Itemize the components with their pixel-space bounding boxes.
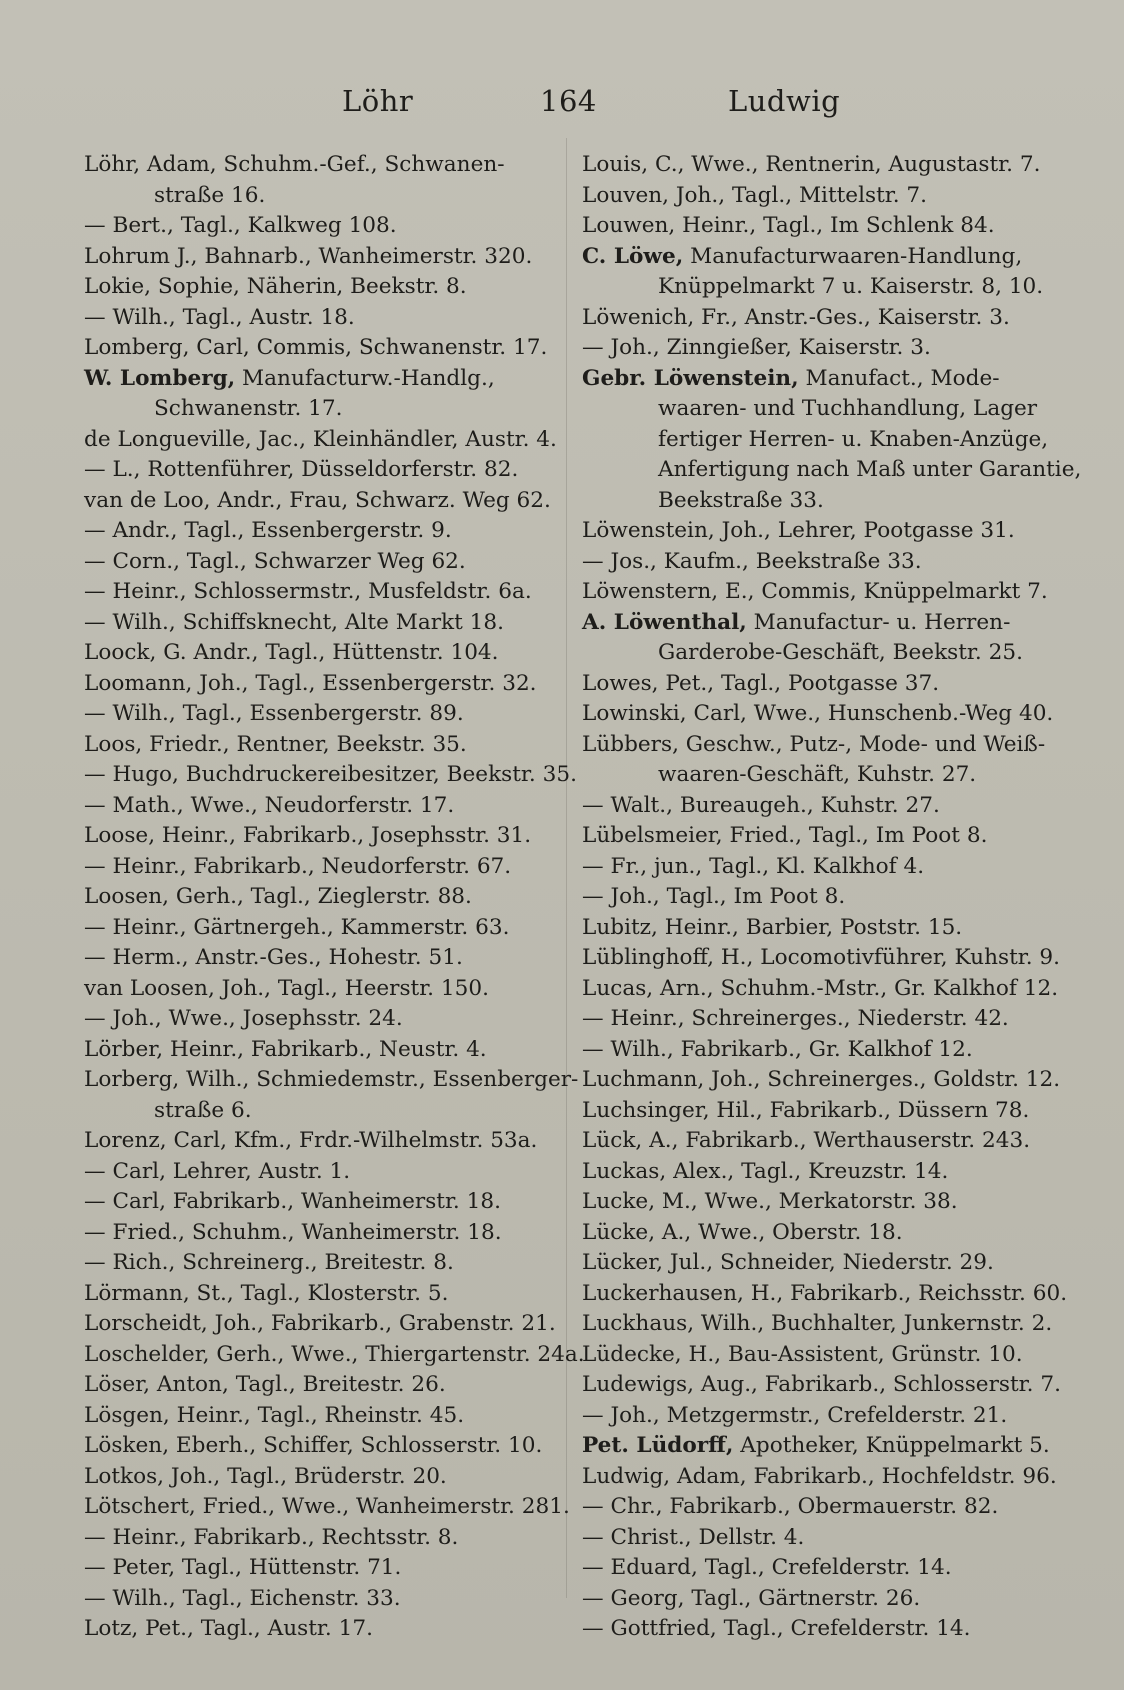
directory-entry bbox=[84, 272, 566, 303]
entry-line: — Fried., Schuhm., Wanheimerstr. 18. bbox=[84, 1219, 502, 1245]
entry-line: — Joh., Tagl., Im Poot 8. bbox=[582, 884, 846, 909]
entry-line: Lucas, Arn., Schuhm.-Mstr., Gr. Kalkhof 12. bbox=[582, 975, 1059, 1001]
directory-entry bbox=[582, 852, 1064, 883]
directory-entry bbox=[84, 333, 566, 364]
entry-line: Löwenstein, Joh., Lehrer, Pootgasse 31. bbox=[582, 518, 1015, 543]
entry-line: W. Lomberg, Manufacturw.-Handlg., bbox=[84, 365, 495, 391]
entry-firm-name: Gebr. Löwenstein, bbox=[582, 365, 799, 391]
entry-line: — Heinr., Schreinerges., Niederstr. 42. bbox=[582, 1006, 1009, 1031]
entry-line: — Wilh., Tagl., Austr. 18. bbox=[84, 304, 355, 330]
directory-entry bbox=[84, 638, 566, 669]
directory-entry bbox=[84, 791, 566, 822]
entry-line: Ludewigs, Aug., Fabrikarb., Schlosserstr. 7. bbox=[582, 1372, 1061, 1397]
entry-line: — Christ., Dellstr. 4. bbox=[582, 1524, 805, 1550]
entry-line: — Fr., jun., Tagl., Kl. Kalkhof 4. bbox=[582, 853, 925, 879]
directory-entry bbox=[582, 1462, 1064, 1493]
entry-firm-name: A. Löwenthal, bbox=[582, 609, 747, 635]
entry-line: Lück, A., Fabrikarb., Werthauserstr. 243. bbox=[582, 1128, 1031, 1153]
entry-continuation: Anfertigung nach Maß unter Garantie, bbox=[658, 457, 1082, 482]
entry-continuation: straße 6. bbox=[154, 1097, 252, 1123]
directory-entry bbox=[84, 760, 577, 791]
directory-entry bbox=[582, 608, 1064, 669]
entry-line: — Carl, Lehrer, Austr. 1. bbox=[84, 1158, 351, 1184]
entry-line: Loock, G. Andr., Tagl., Hüttenstr. 104. bbox=[84, 640, 499, 665]
directory-entry bbox=[582, 1492, 1064, 1523]
entry-line: van de Loo, Andr., Frau, Schwarz. Weg 62. bbox=[84, 487, 551, 513]
entry-line: Löwenstern, E., Commis, Knüppelmarkt 7. bbox=[582, 579, 1048, 604]
entry-line: Luchmann, Joh., Schreinerges., Goldstr. 12. bbox=[582, 1067, 1061, 1092]
directory-entry bbox=[84, 1248, 566, 1279]
directory-entry bbox=[84, 1065, 579, 1126]
left-column bbox=[84, 150, 585, 1645]
directory-entry bbox=[582, 1126, 1064, 1157]
directory-entry bbox=[582, 1614, 1064, 1645]
directory-entry bbox=[582, 1370, 1064, 1401]
entry-continuation: Knüppelmarkt 7 u. Kaiserstr. 8, 10. bbox=[658, 274, 1044, 299]
entry-line: — Andr., Tagl., Essenbergerstr. 9. bbox=[84, 518, 452, 543]
directory-entry bbox=[582, 1553, 1064, 1584]
directory-entry bbox=[582, 699, 1064, 730]
entry-line: Lösken, Eberh., Schiffer, Schlosserstr. 10. bbox=[84, 1433, 543, 1458]
directory-entry bbox=[582, 1523, 1064, 1554]
directory-entry bbox=[582, 1187, 1064, 1218]
entry-line: Lücker, Jul., Schneider, Niederstr. 29. bbox=[582, 1250, 994, 1275]
entry-line: Lücke, A., Wwe., Oberstr. 18. bbox=[582, 1219, 903, 1245]
directory-entry bbox=[84, 1187, 566, 1218]
entry-continuation: Schwanenstr. 17. bbox=[154, 396, 343, 421]
entry-line: — Wilh., Tagl., Essenbergerstr. 89. bbox=[84, 701, 464, 726]
entry-continuation: waaren- und Tuchhandlung, Lager bbox=[658, 396, 1038, 421]
directory-entry bbox=[84, 303, 566, 334]
entry-line: — Joh., Metzgermstr., Crefelderstr. 21. bbox=[582, 1402, 1008, 1428]
entry-line: Loose, Heinr., Fabrikarb., Josephsstr. 31. bbox=[84, 823, 532, 848]
directory-entry bbox=[84, 1462, 566, 1493]
directory-entry bbox=[582, 242, 1064, 303]
entry-continuation: fertiger Herren- u. Knaben-Anzüge, bbox=[658, 426, 1049, 452]
directory-entry bbox=[84, 1523, 566, 1554]
directory-entry bbox=[582, 882, 1064, 913]
directory-entry bbox=[84, 1614, 566, 1645]
directory-entry bbox=[582, 1096, 1064, 1127]
entry-line: — Eduard, Tagl., Crefelderstr. 14. bbox=[582, 1555, 952, 1580]
entry-line: — Peter, Tagl., Hüttenstr. 71. bbox=[84, 1555, 402, 1580]
entry-line: Lötschert, Fried., Wwe., Wanheimerstr. 281. bbox=[84, 1494, 570, 1519]
directory-entry bbox=[84, 516, 566, 547]
directory-entry bbox=[582, 669, 1064, 700]
entry-line: — Heinr., Schlossermstr., Musfeldstr. 6a. bbox=[84, 579, 532, 604]
entry-line: Lüdecke, H., Bau-Assistent, Grünstr. 10. bbox=[582, 1341, 1023, 1367]
directory-entry bbox=[582, 1309, 1064, 1340]
entry-line: — Jos., Kaufm., Beekstraße 33. bbox=[582, 548, 922, 574]
directory-entry bbox=[84, 425, 566, 456]
directory-entry bbox=[84, 1126, 566, 1157]
entry-line: Louwen, Heinr., Tagl., Im Schlenk 84. bbox=[582, 213, 995, 238]
entry-line: Löwenich, Fr., Anstr.-Ges., Kaiserstr. 3. bbox=[582, 304, 1010, 330]
entry-line: Lörber, Heinr., Fabrikarb., Neustr. 4. bbox=[84, 1036, 487, 1062]
directory-entry bbox=[582, 1340, 1064, 1371]
directory-entry bbox=[582, 547, 1064, 578]
entry-line: Löhr, Adam, Schuhm.-Gef., Schwanen- bbox=[84, 152, 505, 177]
directory-entry bbox=[84, 974, 566, 1005]
entry-line: — L., Rottenführer, Düsseldorferstr. 82. bbox=[84, 457, 519, 482]
entry-continuation: Garderobe-Geschäft, Beekstr. 25. bbox=[658, 640, 1023, 665]
directory-entry bbox=[84, 852, 566, 883]
entry-line: — Joh., Zinngießer, Kaiserstr. 3. bbox=[582, 335, 931, 360]
entry-line: Luckhaus, Wilh., Buchhalter, Junkernstr. 2. bbox=[582, 1311, 1053, 1336]
entry-line: Lowes, Pet., Tagl., Pootgasse 37. bbox=[582, 670, 940, 696]
directory-entry bbox=[582, 364, 1082, 517]
directory-entry bbox=[84, 1584, 566, 1615]
entry-line: Louis, C., Wwe., Rentnerin, Augustastr. 7. bbox=[582, 152, 1041, 177]
entry-line: Ludwig, Adam, Fabrikarb., Hochfeldstr. 96. bbox=[582, 1463, 1057, 1489]
directory-entry bbox=[84, 1340, 585, 1371]
entry-line: Loos, Friedr., Rentner, Beekstr. 35. bbox=[84, 731, 467, 757]
entry-line: Lorscheidt, Joh., Fabrikarb., Grabenstr. 21. bbox=[84, 1311, 556, 1336]
directory-entry bbox=[582, 791, 1064, 822]
directory-entry bbox=[84, 211, 566, 242]
entry-line: — Walt., Bureaugeh., Kuhstr. 27. bbox=[582, 792, 940, 818]
directory-entry bbox=[582, 1248, 1064, 1279]
directory-entry bbox=[582, 974, 1064, 1005]
entry-line: Luckerhausen, H., Fabrikarb., Reichsstr. 60. bbox=[582, 1280, 1068, 1306]
directory-entry bbox=[84, 1492, 570, 1523]
directory-entry bbox=[582, 1431, 1064, 1462]
directory-entry bbox=[84, 547, 566, 578]
entry-continuation: Beekstraße 33. bbox=[658, 487, 824, 513]
directory-entry bbox=[84, 1401, 566, 1432]
directory-entry bbox=[84, 242, 566, 273]
directory-entry bbox=[582, 333, 1064, 364]
entry-line: Loomann, Joh., Tagl., Essenbergerstr. 32. bbox=[84, 670, 537, 696]
entry-line: Lorenz, Carl, Kfm., Frdr.-Wilhelmstr. 53a. bbox=[84, 1128, 538, 1153]
entry-line: — Bert., Tagl., Kalkweg 108. bbox=[84, 213, 397, 238]
directory-entry bbox=[84, 943, 566, 974]
directory-entry bbox=[582, 943, 1064, 974]
entry-line: Lübelsmeier, Fried., Tagl., Im Poot 8. bbox=[582, 823, 988, 848]
entry-firm-name: Pet. Lüdorff, bbox=[582, 1433, 734, 1458]
entry-continuation: straße 16. bbox=[154, 182, 266, 208]
entry-line: C. Löwe, Manufacturwaaren-Handlung, bbox=[582, 243, 1023, 269]
entry-line: de Longueville, Jac., Kleinhändler, Austr. 4. bbox=[84, 426, 557, 452]
entry-line: — Herm., Anstr.-Ges., Hohestr. 51. bbox=[84, 945, 463, 970]
entry-line: — Georg, Tagl., Gärtnerstr. 26. bbox=[582, 1585, 921, 1611]
page-number: 164 bbox=[540, 84, 597, 118]
directory-entry bbox=[84, 455, 566, 486]
entry-line: — Wilh., Fabrikarb., Gr. Kalkhof 12. bbox=[582, 1036, 973, 1062]
directory-entry bbox=[582, 211, 1064, 242]
directory-entry bbox=[84, 1279, 566, 1310]
column-divider bbox=[566, 138, 567, 1598]
directory-entry bbox=[84, 1218, 566, 1249]
entry-line: Gebr. Löwenstein, Manufact., Mode- bbox=[582, 365, 1000, 391]
directory-entry bbox=[582, 730, 1064, 791]
directory-entry bbox=[84, 150, 566, 211]
entry-line: Lomberg, Carl, Commis, Schwanenstr. 17. bbox=[84, 335, 548, 360]
directory-entry bbox=[582, 1065, 1064, 1096]
directory-entry bbox=[84, 364, 566, 425]
entry-line: Lohrum J., Bahnarb., Wanheimerstr. 320. bbox=[84, 243, 533, 269]
directory-entry bbox=[582, 303, 1064, 334]
entry-line: Loschelder, Gerh., Wwe., Thiergartenstr. 24a. bbox=[84, 1341, 585, 1367]
directory-entry bbox=[84, 730, 566, 761]
entry-line: Lokie, Sophie, Näherin, Beekstr. 8. bbox=[84, 274, 467, 299]
header-last-name: Ludwig bbox=[728, 84, 841, 118]
page-header bbox=[0, 84, 1124, 124]
entry-line: van Loosen, Joh., Tagl., Heerstr. 150. bbox=[84, 975, 489, 1001]
directory-entry bbox=[84, 913, 566, 944]
directory-entry bbox=[582, 577, 1064, 608]
directory-entry bbox=[84, 1157, 566, 1188]
entry-line: — Heinr., Fabrikarb., Neudorferstr. 67. bbox=[84, 853, 512, 879]
entry-continuation: waaren-Geschäft, Kuhstr. 27. bbox=[658, 762, 977, 787]
directory-entry bbox=[582, 150, 1064, 181]
entry-line: Lorberg, Wilh., Schmiedemstr., Essenberger- bbox=[84, 1067, 579, 1092]
directory-entry bbox=[582, 913, 1064, 944]
entry-line: Lösgen, Heinr., Tagl., Rheinstr. 45. bbox=[84, 1402, 465, 1428]
directory-entry bbox=[84, 1004, 566, 1035]
directory-entry bbox=[84, 882, 566, 913]
entry-line: A. Löwenthal, Manufactur- u. Herren- bbox=[582, 609, 1011, 635]
directory-entry bbox=[582, 1584, 1064, 1615]
directory-entry bbox=[84, 577, 566, 608]
entry-line: Lüblinghoff, H., Locomotivführer, Kuhstr. 9. bbox=[582, 945, 1061, 970]
directory-entry bbox=[84, 1370, 566, 1401]
directory-entry bbox=[582, 181, 1064, 212]
entry-line: Luchsinger, Hil., Fabrikarb., Düssern 78. bbox=[582, 1097, 1030, 1123]
entry-line: Luckas, Alex., Tagl., Kreuzstr. 14. bbox=[582, 1158, 949, 1184]
entry-line: Louven, Joh., Tagl., Mittelstr. 7. bbox=[582, 182, 928, 208]
entry-line: — Rich., Schreinerg., Breitestr. 8. bbox=[84, 1250, 454, 1275]
entry-line: — Chr., Fabrikarb., Obermauerstr. 82. bbox=[582, 1494, 999, 1519]
entry-line: — Math., Wwe., Neudorferstr. 17. bbox=[84, 792, 455, 818]
entry-line: — Carl, Fabrikarb., Wanheimerstr. 18. bbox=[84, 1189, 501, 1214]
entry-line: — Hugo, Buchdruckereibesitzer, Beekstr. 35. bbox=[84, 762, 577, 787]
entry-line: — Gottfried, Tagl., Crefelderstr. 14. bbox=[582, 1616, 971, 1641]
directory-entry bbox=[582, 1157, 1064, 1188]
directory-entry bbox=[84, 1431, 566, 1462]
directory-entry bbox=[582, 1035, 1064, 1066]
directory-entry bbox=[84, 821, 566, 852]
entry-line: Loosen, Gerh., Tagl., Zieglerstr. 88. bbox=[84, 884, 472, 909]
directory-entry bbox=[582, 1401, 1064, 1432]
entry-line: — Wilh., Schiffsknecht, Alte Markt 18. bbox=[84, 609, 504, 635]
directory-entry bbox=[84, 1553, 566, 1584]
entry-line: Lotz, Pet., Tagl., Austr. 17. bbox=[84, 1616, 373, 1641]
entry-line: — Corn., Tagl., Schwarzer Weg 62. bbox=[84, 548, 466, 574]
directory-entry bbox=[84, 608, 566, 639]
entry-line: Pet. Lüdorff, Apotheker, Knüppelmarkt 5. bbox=[582, 1433, 1050, 1458]
entry-line: — Wilh., Tagl., Eichenstr. 33. bbox=[84, 1585, 401, 1611]
entry-line: — Joh., Wwe., Josephsstr. 24. bbox=[84, 1006, 403, 1031]
entry-line: Lübbers, Geschw., Putz-, Mode- und Weiß- bbox=[582, 731, 1046, 757]
directory-entry bbox=[582, 516, 1064, 547]
entry-line: Lörmann, St., Tagl., Klosterstr. 5. bbox=[84, 1280, 449, 1306]
directory-entry bbox=[84, 1309, 566, 1340]
directory-entry bbox=[84, 669, 566, 700]
entry-line: — Heinr., Gärtnergeh., Kammerstr. 63. bbox=[84, 914, 510, 940]
entry-firm-name: C. Löwe, bbox=[582, 243, 684, 269]
directory-entry bbox=[582, 821, 1064, 852]
entry-line: Lotkos, Joh., Tagl., Brüderstr. 20. bbox=[84, 1463, 447, 1489]
directory-entry bbox=[84, 1035, 566, 1066]
entry-line: Löser, Anton, Tagl., Breitestr. 26. bbox=[84, 1372, 446, 1397]
directory-entry bbox=[84, 486, 566, 517]
entry-line: Lowinski, Carl, Wwe., Hunschenb.-Weg 40. bbox=[582, 701, 1054, 726]
entry-line: Lucke, M., Wwe., Merkatorstr. 38. bbox=[582, 1189, 958, 1214]
entry-line: Lubitz, Heinr., Barbier, Poststr. 15. bbox=[582, 914, 963, 940]
entry-line: — Heinr., Fabrikarb., Rechtsstr. 8. bbox=[84, 1524, 459, 1550]
entry-firm-name: W. Lomberg, bbox=[84, 365, 236, 391]
directory-entry bbox=[582, 1218, 1064, 1249]
directory-entry bbox=[582, 1004, 1064, 1035]
right-column bbox=[582, 150, 1082, 1645]
directory-entry bbox=[84, 699, 566, 730]
directory-entry bbox=[582, 1279, 1068, 1310]
header-first-name: Löhr bbox=[342, 84, 414, 118]
